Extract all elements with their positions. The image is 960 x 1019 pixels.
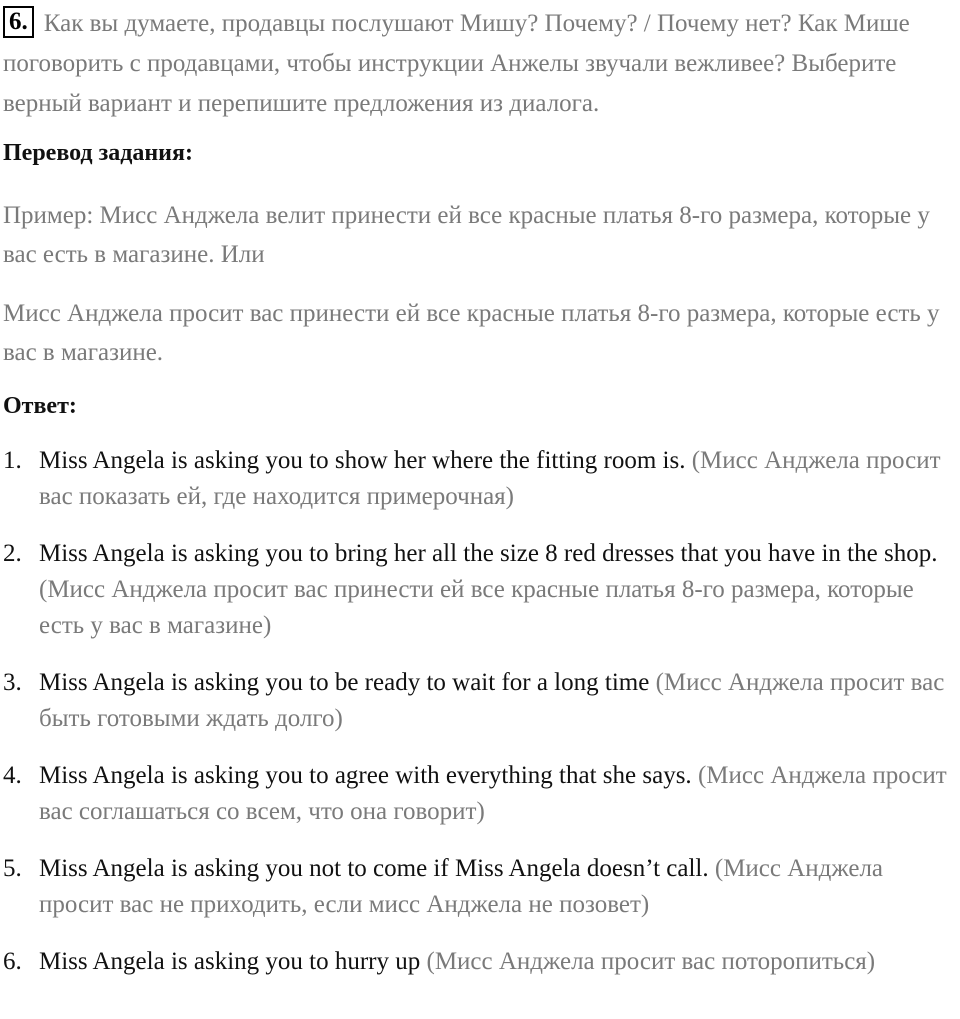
answer-list <box>0 443 960 1001</box>
translation-heading: Перевод задания: <box>3 140 193 166</box>
answer-english: Miss Angela is asking you to be ready to wait for a long time <box>39 669 650 696</box>
answer-number: 2. <box>3 540 22 567</box>
answer-number: 1. <box>3 447 22 474</box>
task-text: Как вы думаете, продавцы послушают Мишу? Почему? / Почему нет? Как Мише поговорить с продавцами, чтобы инструкции Анжелы звучали вежливее? Выберите верный вариант и перепишите предложения из диалога. <box>3 10 910 117</box>
answer-number: 6. <box>3 948 22 975</box>
answer-item <box>0 443 960 515</box>
answer-english: Miss Angela is asking you to show her where the fitting room is. <box>39 447 686 474</box>
translation-example-1: Пример: Мисс Анджела велит принести ей все красные платья 8-го размера, которые у вас есть в магазине. Или <box>3 202 930 268</box>
answer-item <box>0 851 960 923</box>
answer-item <box>0 536 960 644</box>
answer-heading: Ответ: <box>3 393 77 419</box>
answer-number: 4. <box>3 762 22 789</box>
answer-russian: (Мисс Анджела просит вас принести ей все красные платья 8-го размера, которые есть у вас в магазине) <box>39 576 914 639</box>
task-number-badge: 6. <box>3 6 34 38</box>
answer-english: Miss Angela is asking you to agree with everything that she says. <box>39 762 692 789</box>
answer-russian: (Мисс Анджела просит вас не приходить, если мисс Анджела не позовет) <box>39 855 884 918</box>
answer-english: Miss Angela is asking you to bring her all the size 8 red dresses that you have in the shop. <box>39 540 938 567</box>
answer-russian: (Мисс Анджела просит вас поторопиться) <box>426 948 876 975</box>
answer-number: 5. <box>3 855 22 882</box>
answer-russian: (Мисс Анджела просит вас показать ей, где находится примерочная) <box>39 447 941 510</box>
answer-item <box>0 944 960 980</box>
translation-example-2: Мисс Анджела просит вас принести ей все красные платья 8-го размера, которые есть у вас в магазине. <box>3 300 940 366</box>
answer-english: Miss Angela is asking you not to come if Miss Angela doesn’t call. <box>39 855 709 882</box>
answer-russian: (Мисс Анджела просит вас соглашаться со всем, что она говорит) <box>39 762 947 825</box>
task-prompt <box>3 4 958 124</box>
answer-item <box>0 665 960 737</box>
answer-russian: (Мисс Анджела просит вас быть готовыми ждать долго) <box>39 669 945 732</box>
answer-english: Miss Angela is asking you to hurry up <box>39 948 421 975</box>
answer-item <box>0 758 960 830</box>
answer-number: 3. <box>3 669 22 696</box>
